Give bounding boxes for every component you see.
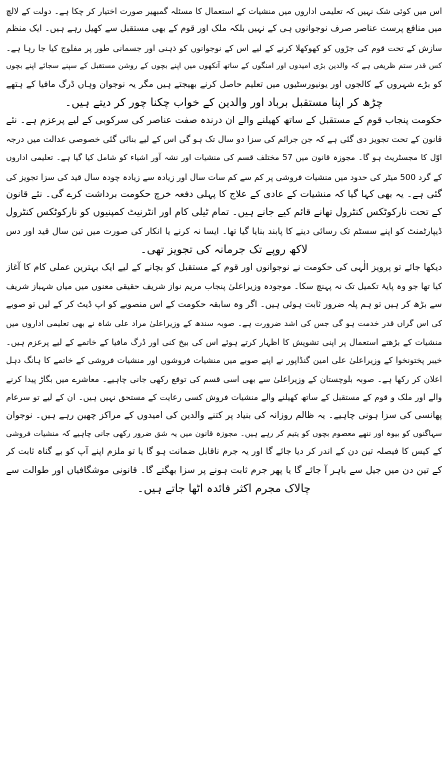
text-line: قانون کے تحت تجویز دی گئی ہے کہ جن جرائم کی سزا دو سال تک ہو گی اس کے لیے بنائی گئی خصوصی عدالت میں درجہ (6, 134, 442, 145)
text-line: میں منافع پرست عناصر صرف نوجوانوں ہی کے نہیں بلکہ ملک اور قوم کے بھی مستقبل سے کھیل رہے ہیں۔ ایک منظم (6, 24, 442, 35)
text-line: کی اس گراں قدر خدمت ہو گی جس کی اشد ضرورت ہے۔ صوبہ سندھ کے وزیراعلیٰ مراد علی شاہ نے بھی تعلیمی اداروں میں (6, 318, 442, 328)
text-line: چالاک مجرم اکثر فائدہ اٹھا جاتے ہیں۔ (137, 482, 311, 496)
text-line: حکومت پنجاب قوم کے مستقبل کے ساتھ کھیلنے والے ان درندہ صفت عناصر کی سرکوبی کے لیے پرعزم ہے۔ نئے (6, 115, 442, 127)
text-line: والے اور ملک و قوم کے مستقبل کے ساتھ کھیلنے والے منشیات فروش کسی رعایت کے مستحق نہیں ہیں۔ ان کے لیے تو سرعام (6, 392, 442, 403)
text-line: کس قدر ستم ظریفی ہے کہ والدین بڑی امیدوں اور امنگوں کے ساتھ آنکھوں میں اپنے بچوں کے روشن مستقبل کے سپنے سجائے اپنے بچوں (6, 61, 442, 71)
text-line: لاکھ روپے تک جرمانہ کی تجویز تھی۔ (140, 243, 308, 257)
text-line: کے تحت نارکوٹکس کنٹرول تھانے قائم کیے جانے ہیں۔ تمام ٹیلی کام اور انٹرنیٹ کمپنیوں کو نارکوٹکس کنٹرول (6, 207, 442, 219)
text-line: چڑھ کر اپنا مستقبل برباد اور والدین کے خواب چکنا چور کر دیتے ہیں۔ (65, 95, 383, 109)
text-line: اوّل کا مجسٹریٹ ہو گا۔ مجوزہ قانون میں 57 مختلف قسم کی منشیات اور نشہ آور اشیاء کو شامل کیا گیا ہے۔ تعلیمی اداروں (6, 153, 442, 163)
text-line: کے گرد 500 میٹر کی حدود میں منشیات فروشی پر کم سے کم سات سال اور زیادہ سے زیادہ چودہ سال قید کی سزا تجویز کی (6, 171, 442, 182)
text-line: کو بڑے شہروں کے کالجوں اور یونیورسٹیوں میں تعلیم حاصل کرنے بھیجتے ہیں مگر یہ نوجوان وہاں ڈرگ مافیا کے ہتھے (6, 79, 442, 90)
text-line: ڈیپارٹمنٹ کو اپنے سسٹم تک رسائی دینے کا پابند بنایا گیا تھا۔ ایسا نہ کرنے یا انکار کی صورت میں تین سال قید اور دس (6, 226, 442, 237)
text-line: کے کیس کا فیصلہ تین دن کے اندر کر دیا جائے گا اور یہ جرم ناقابل ضمانت ہو گا یا تو ملزم اپنے آپ کو بے گناہ ثابت کر (6, 447, 442, 458)
text-line: گئی ہے۔ یہ بھی کہا گیا کہ منشیات کے عادی کے علاج کا پہلی دفعہ خرچ حکومت برداشت کرے گی۔ نئے قانون (6, 188, 442, 200)
text-line: منشیات کے بڑھتے استعمال پر اپنی تشویش کا اظہار کرتے ہوئے اس کی بیخ کنی اور ڈرگ مافیا کے خاتمے کے لیے پرعزم ہیں۔ (6, 337, 442, 348)
text-line: اس میں کوئی شک نہیں کہ تعلیمی اداروں میں منشیات کے استعمال کا مسئلہ گمبھیر صورت اختیار کر چکا ہے۔ دولت کے لالچ (6, 6, 442, 16)
text-line: کے تین دن میں جیل سے باہر آ جائے گا یا پھر جرم ثابت ہونے پر سزا بھگتے گا۔ قانونی موشگافیاں اور طوالت سے (6, 464, 442, 476)
text-line: خیبر پختونخوا کے وزیراعلیٰ علی امین گنڈاپور نے اپنے صوبے میں منشیات فروشوں اور منشیات فروشی کے خاتمے کا ہانگ دہل (6, 355, 442, 366)
text-line: سازش کے تحت قوم کی جڑوں کو کھوکھلا کرنے کے لیے اس کے نوجوانوں کو ذہنی اور جسمانی طور پر مفلوج کیا جا رہا ہے۔ (6, 42, 442, 53)
text-line: سے بڑھ کر ہیں تو ہم پلہ ضرور ثابت ہوئی ہیں۔ اگر وہ سابقہ حکومت کے اس منصوبے کو اپ ڈیٹ کر کے لیں تو صوبے (6, 300, 442, 311)
text-line: اعلان کر رکھا ہے۔ صوبہ بلوچستان کے وزیراعلیٰ سے بھی اسی قسم کی توقع رکھی جانی چاہیے۔ معاشرے میں بگاڑ پیدا کرنے (6, 373, 442, 384)
text-line: کیا تھا جو وہ پایۂ تکمیل تک نہ پہنچ سکا۔ موجودہ وزیراعلیٰ پنجاب مریم نواز شریف حقیقی معنوں میں میاں شہباز شریف (6, 281, 442, 292)
text-line: سہاگنوں کو بیوہ اور ننھے معصوم بچوں کو یتیم کر رہے ہیں۔ مجوزہ قانون میں یہ شق ضرور رکھی جانی چاہیے کہ منشیات فروشی (6, 428, 442, 438)
text-line: پھانسی کی سزا ہونی چاہیے۔ یہ ظالم روزانہ کی بنیاد پر کتنے والدین کی امیدوں کے مراکز چھین رہے ہیں۔ نوجوان (6, 410, 442, 421)
text-line: دیکھا جائے تو پرویز الٰہی کی حکومت نے نوجوانوں اور قوم کے مستقبل کو بچانے کے لیے ایک بہترین عملی کام کا آغاز (6, 263, 442, 274)
